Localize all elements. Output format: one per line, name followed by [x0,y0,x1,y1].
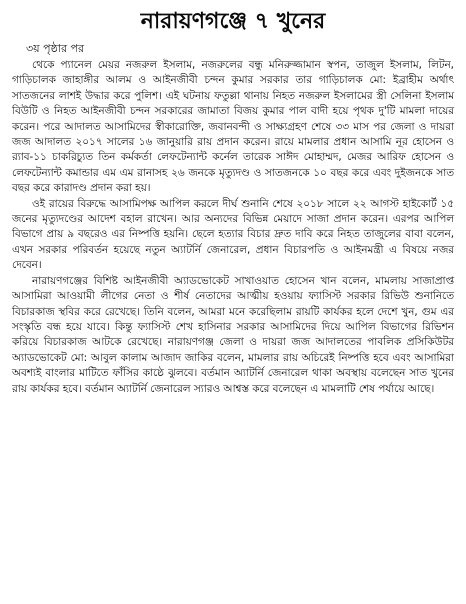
headline: নারায়ণগঞ্জে ৭ খুনের [140,9,326,34]
article-paragraph: নারায়ণগঞ্জের বিশিষ্ট আইনজীবী অ্যাডভোকেট সাখাওয়াত হোসেন খান বলেন, মামলায় সাজাপ্রাপ্ত আসামিরা আওয়ামী লীগের নেতা ও শীর্ষ নেতাদের আত্মীয় হওয়ায় ফ্যাসিস্ট সরকার রিভিউ শুনানিতে বিচারকাজ স্থবির করে রেখেছে। তিনি বলেন, আমরা মনে করেছিলাম রায়টি কার্যকর হলে দেশে খুন, গুম এর সংস্কৃতি বন্ধ হয়ে যাবে। কিন্তু ফ্যাসিস্ট শেখ হাসিনার সরকার আসামিদের দিয়ে আপিল বিভাগের রিভিশন করিয়ে বিচারকাজ আটকে রেখেছে। নারায়ণগঞ্জ জেলা ও দায়রা জজ আদালতের পাবলিক প্রসিকিউটর অ্যাডভোকেট মো: আবুল কালাম আজাদ জাকির বলেন, মামলার রায় অচিরেই নিষ্পত্তি হবে এবং আসামিরা অবশ্যই বাংলার মাটিতে ফাঁসির কাষ্ঠে ঝুলবে। বর্তমান অ্যাটর্নি জেনারেল থাকা অবস্থায় বলেছেন সাত খুনের রায় কার্যকর হবে। বর্তমান অ্যাটর্নি জেনারেল স্যারও আশ্বস্ত করে বলেছেন এ মামলাটি শেষ পর্যায়ে আছে। [12,274,454,395]
continuation-note: ৩য় পৃষ্ঠার পর [26,42,85,55]
article-paragraph: ওই রায়ের বিরুদ্ধে আসামিপক্ষ আপিল করলে দীর্ঘ শুনানি শেষে ২০১৮ সালে ২২ আগস্ট হাইকোর্ট ১৫ জনের মৃত্যুদণ্ডের আদেশ বহাল রাখেন। আর অন্যদের বিভিন্ন মেয়াদে সাজা প্রদান করেন। এরপর আপিল বিভাগে প্রায় ৯ বছরেও এর নিষ্পত্তি হয়নি। ছেলে হত্যার বিচার দ্রুত দাবি করে নিহত তাজুলের বাবা বলেন, এখন সরকার পরিবর্তন হয়েছে নতুন অ্যাটর্নি জেনারেল, প্রধান বিচারপতি ও আইনমন্ত্রী এ বিষয়ে নজর দেবেন। [12,197,454,272]
article-body [12,58,454,397]
article-paragraph: থেকে প্যানেল মেয়র নজরুল ইসলাম, নজরুলের বন্ধু মনিরুজ্জামান স্বপন, তাজুল ইসলাম, লিটন, গাড়িচালক জাহাঙ্গীর আলম ও আইনজীবী চন্দন কুমার সরকার তার গাড়িচালক মো: ইব্রাহীম অর্থাৎ সাতজনের লাশই উদ্ধার করে পুলিশ। এই ঘটনায় ফতুল্লা থানায় নিহত নজরুল ইসলামের স্ত্রী সেলিনা ইসলাম বিউটি ও নিহত আইনজীবী চন্দন সরকারের জামাতা বিজয় কুমার পাল বাদী হয়ে পৃথক দু'টি মামলা দায়ের করেন। পরে আদালত আসামিদের স্বীকারোক্তি, জবানবন্দী ও সাক্ষ্যগ্রহণ শেষে ৩৩ মাস পর জেলা ও দায়রা জজ আদালত ২০১৭ সালের ১৬ জানুয়ারি রায় প্রদান করেন। রায়ে মামলার প্রধান আসামি নূর হোসেন ও র‍্যাব-১১ চাকরিচ্যুত তিন কর্মকর্তা লেফটেন্যান্ট কর্নেল তারেক সাঈদ মোহাম্মদ, মেজর আরিফ হোসেন ও লেফটেন্যান্ট কমান্ডার এম এম রানাসহ ২৬ জনকে মৃত্যুদণ্ড ও সাতজনকে ১০ বছর করে এবং দুইজনকে সাত বছর করে কারাদণ্ড প্রদান করা হয়। [12,59,454,195]
